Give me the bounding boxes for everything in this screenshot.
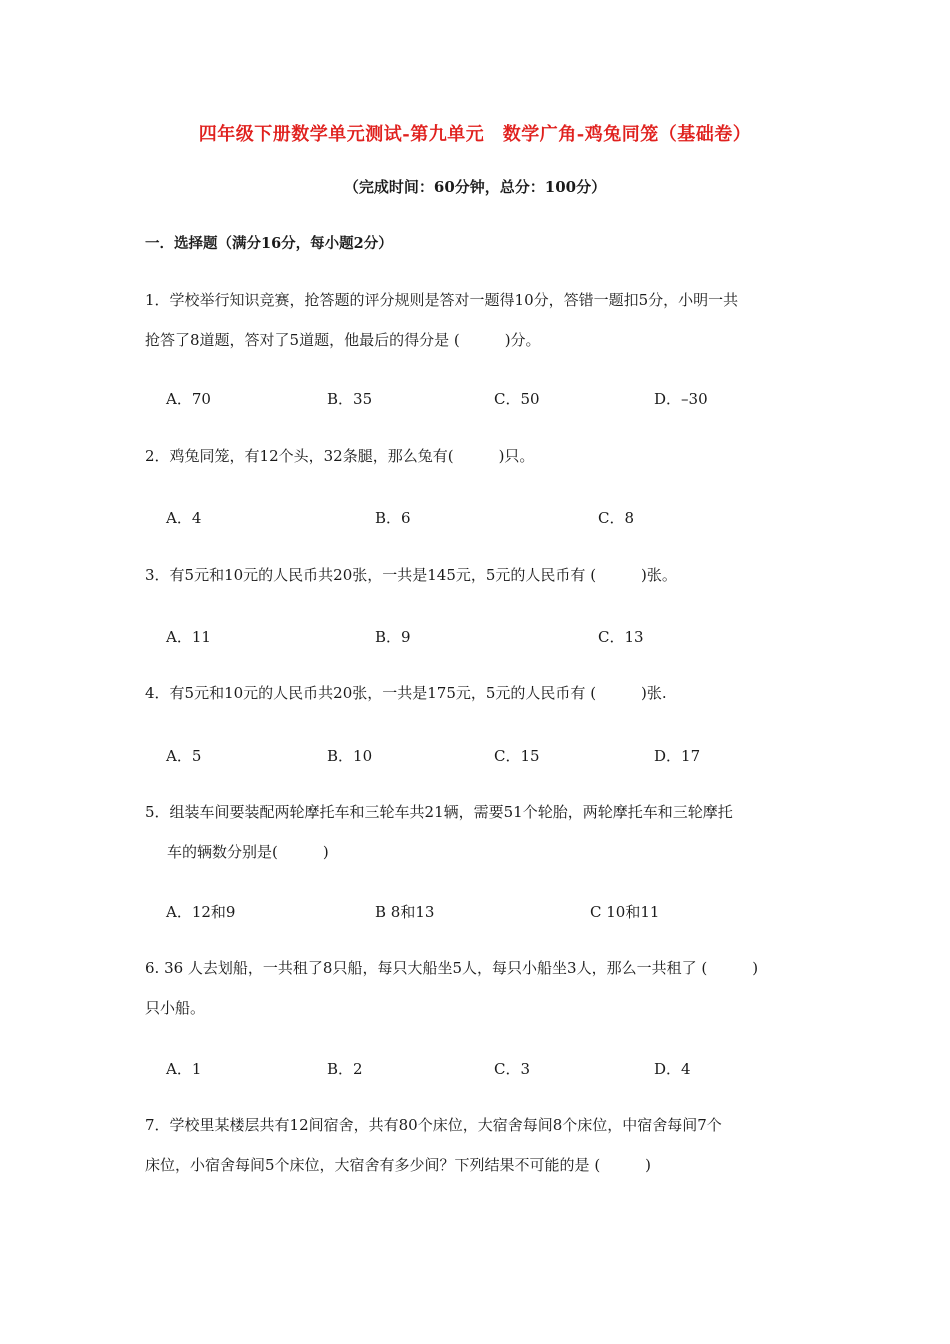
question-1 [145, 280, 810, 360]
option-c: C 10和11 [590, 903, 660, 921]
option-c: C．3 [494, 1060, 531, 1078]
document-subtitle: （完成时间：60分钟，总分：100分） [343, 178, 607, 196]
option-b: B．2 [327, 1060, 363, 1078]
option-d: D．4 [654, 1060, 691, 1078]
question-6 [145, 948, 810, 1028]
question-line: 3．有5元和10元的人民币共20张，一共是145元，5元的人民币有 ( )张。 [145, 566, 677, 584]
option-b: B．10 [327, 747, 373, 765]
option-c: C．50 [494, 390, 540, 408]
option-d: D．17 [654, 747, 701, 765]
question-4-options [166, 745, 806, 769]
question-line: 只小船。 [145, 999, 206, 1017]
option-a: A．5 [166, 747, 202, 765]
question-line: 车的辆数分别是( ) [167, 843, 329, 861]
question-line: 5．组装车间要装配两轮摩托车和三轮车共21辆，需要51个轮胎，两轮摩托车和三轮摩托 [145, 803, 733, 821]
option-b: B 8和13 [375, 903, 435, 921]
question-7 [145, 1105, 810, 1185]
option-a: A．11 [166, 628, 211, 646]
question-line: 4．有5元和10元的人民币共20张，一共是175元，5元的人民币有 ( )张. [145, 684, 667, 702]
document-title: 四年级下册数学单元测试-第九单元 数学广角-鸡兔同笼（基础卷） [198, 124, 752, 145]
option-c: C．15 [494, 747, 540, 765]
option-c: C．8 [598, 509, 635, 527]
question-line: 抢答了8道题，答对了5道题，他最后的得分是 ( )分。 [145, 331, 541, 349]
section-heading: 一．选择题（满分16分，每小题2分） [145, 235, 393, 252]
question-3-options [166, 626, 806, 650]
option-a: A．70 [166, 390, 211, 408]
question-line: 床位，小宿舍每间5个床位，大宿舍有多少间？下列结果不可能的是 ( ) [145, 1156, 652, 1174]
option-c: C．13 [598, 628, 644, 646]
option-a: A．12和9 [166, 903, 236, 921]
option-b: B．9 [375, 628, 411, 646]
option-a: A．4 [166, 509, 202, 527]
question-3 [145, 555, 810, 595]
question-5-options [166, 901, 806, 925]
question-5 [145, 792, 810, 872]
question-4 [145, 673, 810, 713]
option-b: B．35 [327, 390, 373, 408]
option-b: B．6 [375, 509, 411, 527]
option-a: A．1 [166, 1060, 202, 1078]
question-line: 1．学校举行知识竞赛，抢答题的评分规则是答对一题得10分，答错一题扣5分，小明一共 [145, 291, 739, 309]
option-d: D．–30 [654, 390, 708, 408]
question-line: 2．鸡兔同笼，有12个头，32条腿，那么兔有( )只。 [145, 447, 535, 465]
question-2 [145, 436, 810, 476]
question-1-options [166, 388, 806, 412]
question-6-options [166, 1058, 806, 1082]
question-line: 6. 36 人去划船，一共租了8只船，每只大船坐5人，每只小船坐3人，那么一共租了 ( ) [145, 959, 759, 977]
question-line: 7．学校里某楼层共有12间宿舍，共有80个床位，大宿舍每间8个床位，中宿舍每间7个 [145, 1116, 722, 1134]
question-2-options [166, 507, 806, 531]
